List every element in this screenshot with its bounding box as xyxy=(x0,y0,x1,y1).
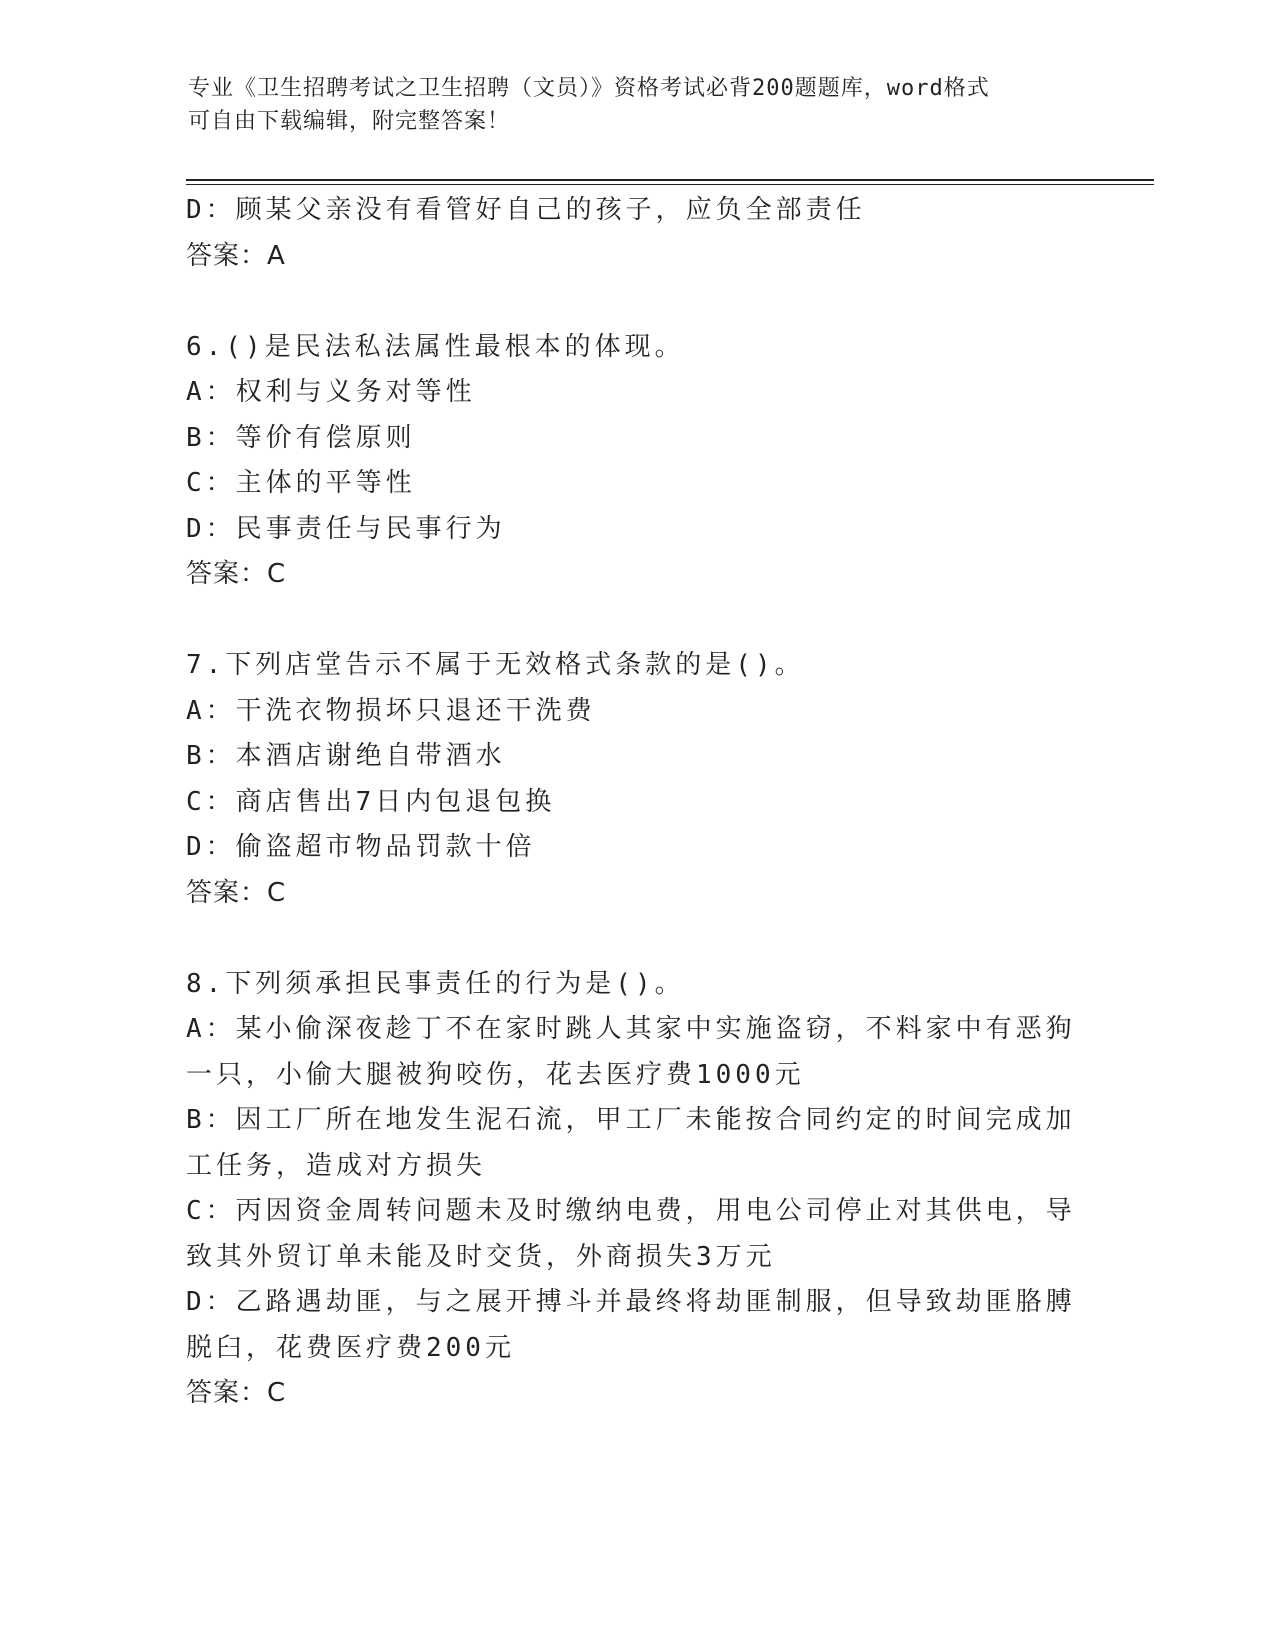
header-line-1: 专业《卫生招聘考试之卫生招聘（文员）》资格考试必背200题题库，word格式 xyxy=(188,76,990,101)
option-b: B：等价有偿原则 xyxy=(186,422,416,453)
spacer xyxy=(186,916,1086,962)
option-c: C：丙因资金周转问题未及时缴纳电费，用电公司停止对其供电，导致其外贸订单未能及时交货，外商损失3万元 xyxy=(186,1196,1076,1272)
header-rule-thick xyxy=(186,179,1154,181)
option-b: B：本酒店谢绝自带酒水 xyxy=(186,741,506,771)
option-a: A：干洗衣物损坏只退还干洗费 xyxy=(186,695,596,726)
question-stem: 6.()是民法私法属性最根本的体现。 xyxy=(186,331,685,362)
option-d: D：偷盗超市物品罚款十倍 xyxy=(186,832,536,862)
prev-question-block xyxy=(186,188,1086,279)
option-c: C：主体的平等性 xyxy=(186,468,416,498)
answer-line: 答案：C xyxy=(186,1378,287,1408)
option-a: A：权利与义务对等性 xyxy=(186,377,476,407)
question-7 xyxy=(186,643,1086,916)
question-content xyxy=(186,188,1086,1417)
question-6 xyxy=(186,325,1086,598)
option-b: B：因工厂所在地发生泥石流，甲工厂未能按合同约定的时间完成加工任务，造成对方损失 xyxy=(186,1105,1076,1181)
option-c: C：商店售出7日内包退包换 xyxy=(186,786,556,817)
header-rule-thin xyxy=(186,184,1154,185)
question-stem: 8.下列须承担民事责任的行为是()。 xyxy=(186,968,685,999)
answer-line: 答案：A xyxy=(186,240,286,271)
answer-line: 答案：C xyxy=(186,559,287,589)
answer-line: 答案：C xyxy=(186,877,287,908)
question-8 xyxy=(186,962,1086,1417)
option-d: D：顾某父亲没有看管好自己的孩子，应负全部责任 xyxy=(186,195,866,225)
option-d: D：乙路遇劫匪，与之展开搏斗并最终将劫匪制服，但导致劫匪胳膊脱臼，花费医疗费200元 xyxy=(186,1287,1076,1363)
spacer xyxy=(186,279,1086,325)
option-a: A：某小偷深夜趁丁不在家时跳人其家中实施盗窃，不料家中有恶狗一只，小偷大腿被狗咬伤，花去医疗费1000元 xyxy=(186,1014,1076,1090)
question-stem: 7.下列店堂告示不属于无效格式条款的是()。 xyxy=(186,650,805,680)
document-header xyxy=(188,72,1088,138)
spacer xyxy=(186,598,1086,644)
option-d: D：民事责任与民事行为 xyxy=(186,513,506,544)
header-line-2: 可自由下载编辑，附完整答案！ xyxy=(188,109,511,134)
